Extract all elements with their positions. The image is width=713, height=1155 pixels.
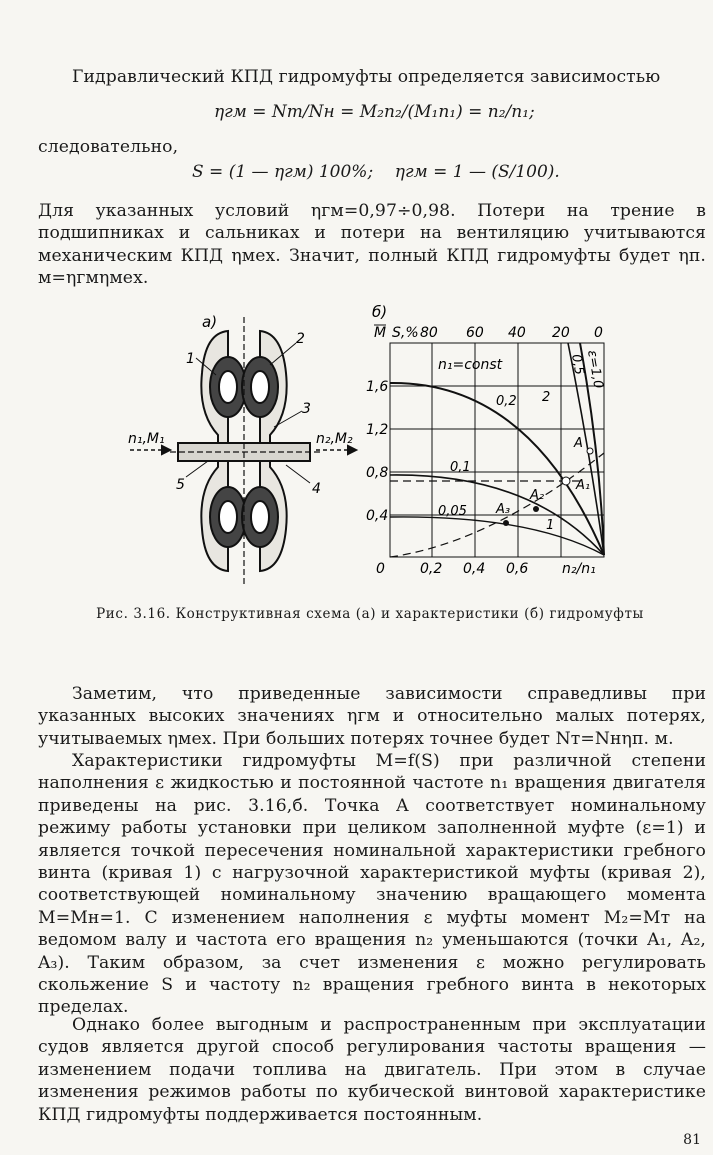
paragraph-remark: Заметим, что приведенные зависимости справедливы при указанных высоких значениях ηгм и относительно малых потерях, учитываемых ηмех. При больших потерях точнее будет Nт=Nнηп. м. [38, 684, 706, 749]
curve-eps-0-05 [390, 517, 604, 555]
point-a: A [574, 436, 583, 451]
page-number: 81 [683, 1132, 701, 1148]
curve-label-2: 2 [542, 390, 551, 405]
curve-label-0-1: 0,1 [450, 460, 471, 475]
x-axis-label: n₂/n₁ [562, 561, 596, 577]
label-part-4: 4 [312, 481, 321, 497]
paragraph-characteristics: Характеристики гидромуфты M=f(S) при различной степени наполнения ε жидкостью и постоянной частоте n₁ вращения двигателя приведены на рис. 3.16,б. Точка A соответствует номинальному режиму работы установки при целиком заполненной муфте (ε=1) и является точкой пересечения номинальной характеристики гребного винта (кривая 1) с нагрузочной характеристикой муфты (кривая 2), соответствующей номинальному значению вращающего момента M=Mн=1. С изменением наполнения ε муфты момент M₂=Mт на ведомом валу и частота его вращения n₂ уменьшаются (точки A₁, A₂, A₃). Таким образом, за счет изменения ε можно регулировать скольжение S и частоту n₂ вращения гребного винта в некоторых пределах. [38, 751, 706, 1018]
y-tick-1-6: 1,6 [366, 379, 389, 395]
top-tick-60: 60 [466, 325, 484, 341]
point-a3: A₃ [496, 502, 511, 517]
figure-svg [110, 303, 630, 593]
label-output-shaft: n₂,M₂ [316, 431, 353, 447]
top-tick-0: 0 [594, 325, 603, 341]
x-tick-0-2: 0,2 [420, 561, 443, 577]
figure-caption: Рис. 3.16. Конструктивная схема (а) и характеристики (б) гидромуфты [96, 606, 644, 622]
label-part-3: 3 [302, 401, 311, 417]
top-ticks [420, 325, 603, 341]
formula-efficiency: ηгм = Nт/Nн = M₂n₂/(M₁n₁) = n₂/n₁; [214, 102, 535, 122]
curve-label-eps-1: ε=1,0 [584, 349, 606, 390]
y-tick-0-8: 0,8 [366, 465, 389, 481]
label-b: б) [372, 303, 388, 321]
y-ticks [366, 379, 388, 577]
x-tick-0-4: 0,4 [463, 561, 486, 577]
paragraph-consequently: следовательно, [38, 137, 179, 157]
point-a2: A₂ [530, 488, 545, 503]
y-tick-0-4: 0,4 [366, 508, 389, 524]
paragraph-losses: Для указанных условий ηгм=0,97÷0,98. Потери на трение в подшипниках и сальниках и потери на вентиляцию учитываются механическим КПД ηмех. Значит, полный КПД гидромуфты будет ηп. м=ηгмηмех. [38, 201, 706, 289]
top-tick-80: 80 [420, 325, 438, 341]
label-part-2: 2 [296, 331, 305, 347]
top-tick-20: 20 [552, 325, 570, 341]
paragraph-fuel-control: Однако более выгодным и распространенным при эксплуатации судов является другой способ регулирования частоты вращения — изменением подачи топлива на двигатель. При этом в случае изменения режимов работы по кубической винтовой характеристике КПД гидромуфты поддерживается постоянным. [38, 1015, 706, 1125]
figure-3-16 [110, 303, 630, 593]
top-tick-40: 40 [508, 325, 526, 341]
curve-label-0-05: 0,05 [438, 504, 467, 519]
coupling-scheme [130, 317, 356, 587]
curve-label-0-5: 0,5 [568, 353, 587, 377]
paragraph-intro: Гидравлический КПД гидромуфты определяется зависимостью [72, 67, 661, 87]
label-part-1: 1 [186, 351, 195, 367]
const-label: n₁=const [438, 357, 503, 373]
point-a1: A₁ [576, 478, 591, 493]
x-ticks [420, 561, 596, 577]
axis-label-s: S,% [392, 325, 419, 341]
label-part-5: 5 [176, 477, 185, 493]
formula-slip: S = (1 — ηгм) 100%; ηгм = 1 — (S/100). [192, 162, 560, 182]
y-tick-0: 0 [376, 561, 385, 577]
curve-label-1: 1 [546, 518, 555, 533]
x-tick-0-6: 0,6 [506, 561, 529, 577]
curve-label-0-2: 0,2 [496, 394, 517, 409]
label-input-shaft: n₁,M₁ [128, 431, 165, 447]
axis-label-m: M [374, 325, 387, 341]
y-tick-1-2: 1,2 [366, 422, 389, 438]
label-a: а) [202, 313, 218, 331]
